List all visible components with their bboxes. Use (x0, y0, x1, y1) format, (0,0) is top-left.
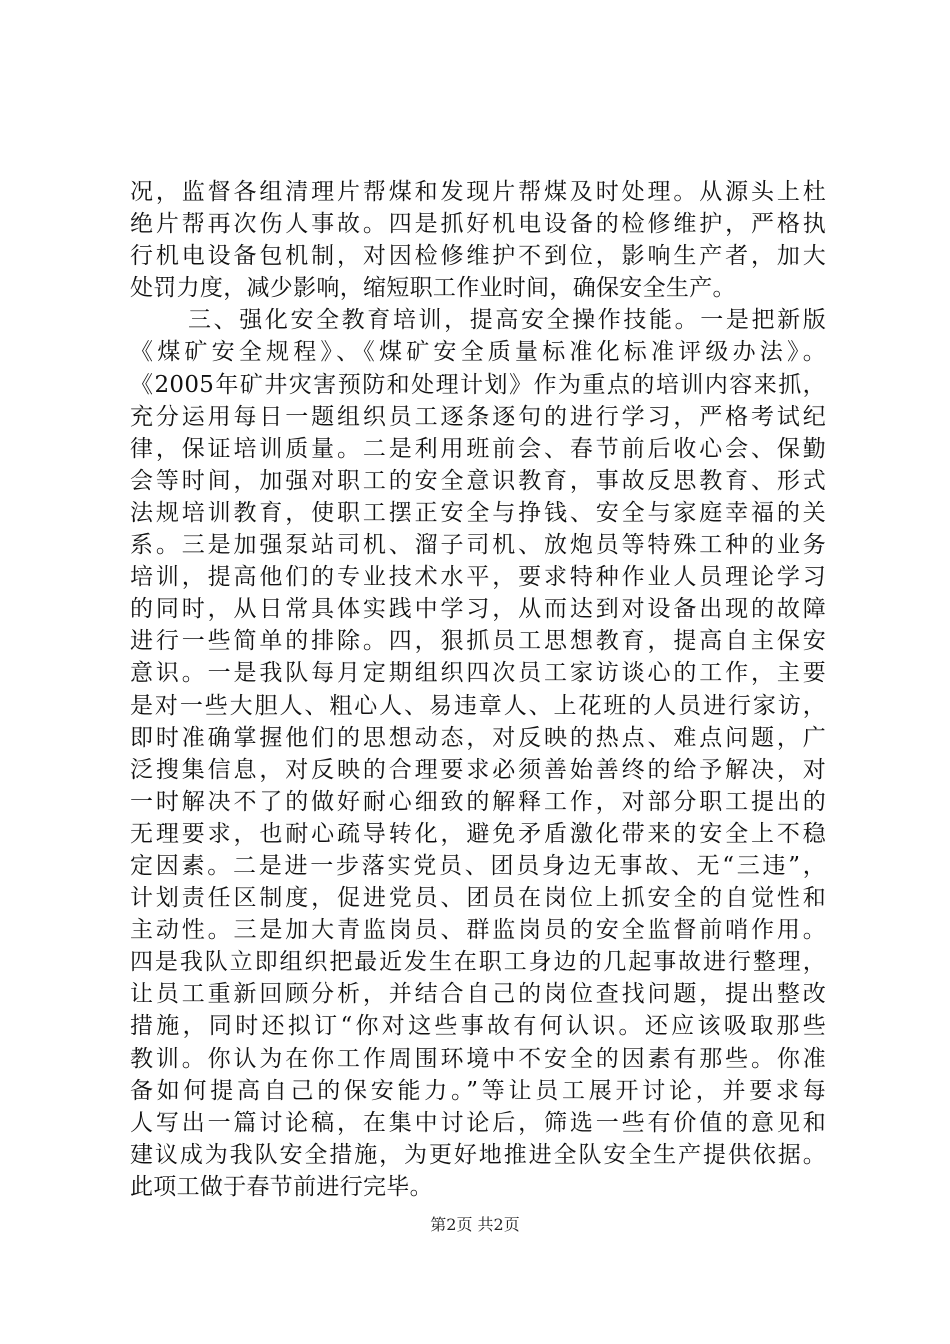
text-line: 会等时间，加强对职工的安全意识教育，事故反思教育、形式 (130, 467, 826, 494)
text-line: 充分运用每日一题组织员工逐条逐句的进行学习，严格考试纪 (130, 403, 826, 430)
text-line: 人写出一篇讨论稿，在集中讨论后，筛选一些有价值的意见和 (130, 1109, 826, 1136)
text-line: 《煤矿安全规程》、《煤矿安全质量标准化标准评级办法》。 (130, 339, 826, 366)
text-line: 绝片帮再次伤人事故。四是抓好机电设备的检修维护，严格执 (130, 211, 826, 238)
text-line: 即时准确掌握他们的思想动态，对反映的热点、难点问题，广 (130, 724, 826, 751)
text-line: 系。三是加强泵站司机、溜子司机、放炮员等特殊工种的业务 (130, 532, 826, 559)
text-line: 建议成为我队安全措施，为更好地推进全队安全生产提供依据。 (130, 1141, 826, 1168)
page-footer: 第2页 共2页 (430, 1215, 520, 1234)
text-line: 是对一些大胆人、粗心人、易违章人、上花班的人员进行家访， (130, 692, 826, 719)
text-line: 进行一些简单的排除。四，狠抓员工思想教育，提高自主保安 (130, 628, 826, 655)
text-line: 律，保证培训质量。二是利用班前会、春节前后收心会、保勤 (130, 435, 826, 462)
text-line: 泛搜集信息，对反映的合理要求必须善始善终的给予解决，对 (130, 756, 826, 783)
text-line: 措施，同时还拟订“你对这些事故有何认识。还应该吸取那些 (130, 1013, 826, 1040)
text-line: 一时解决不了的做好耐心细致的解释工作，对部分职工提出的 (130, 788, 826, 815)
text-line: 定因素。二是进一步落实党员、团员身边无事故、无“三违”， (130, 852, 826, 879)
text-line: 培训，提高他们的专业技术水平，要求特种作业人员理论学习 (130, 564, 826, 591)
text-line: 备如何提高自己的保安能力。”等让员工展开讨论，并要求每 (130, 1077, 826, 1104)
text-line: 行机电设备包机制，对因检修维护不到位，影响生产者，加大 (130, 243, 826, 270)
text-line: 处罚力度，减少影响，缩短职工作业时间，确保安全生产。 (130, 275, 736, 302)
text-line: 况，监督各组清理片帮煤和发现片帮煤及时处理。从源头上杜 (130, 179, 826, 205)
text-line: 无理要求，也耐心疏导转化，避免矛盾激化带来的安全上不稳 (130, 820, 826, 847)
text-line: 三、强化安全教育培训，提高安全操作技能。一是把新版 (188, 307, 826, 334)
text-line: 四是我队立即组织把最近发生在职工身边的几起事故进行整理， (130, 949, 826, 976)
text-line: 《2005年矿井灾害预防和处理计划》作为重点的培训内容来抓， (130, 371, 826, 398)
text-line: 此项工做于春节前进行完毕。 (130, 1173, 433, 1200)
text-line: 意识。一是我队每月定期组织四次员工家访谈心的工作，主要 (130, 660, 826, 687)
text-line: 计划责任区制度，促进党员、团员在岗位上抓安全的自觉性和 (130, 885, 826, 912)
text-line: 教训。你认为在你工作周围环境中不安全的因素有那些。你准 (130, 1045, 826, 1072)
text-line: 主动性。三是加大青监岗员、群监岗员的安全监督前哨作用。 (130, 917, 826, 944)
document-body (130, 176, 826, 1203)
text-line: 让员工重新回顾分析，并结合自己的岗位查找问题，提出整改 (130, 981, 826, 1008)
text-line: 法规培训教育，使职工摆正安全与挣钱、安全与家庭幸福的关 (130, 499, 826, 526)
text-line: 的同时，从日常具体实践中学习，从而达到对设备出现的故障 (130, 596, 826, 623)
